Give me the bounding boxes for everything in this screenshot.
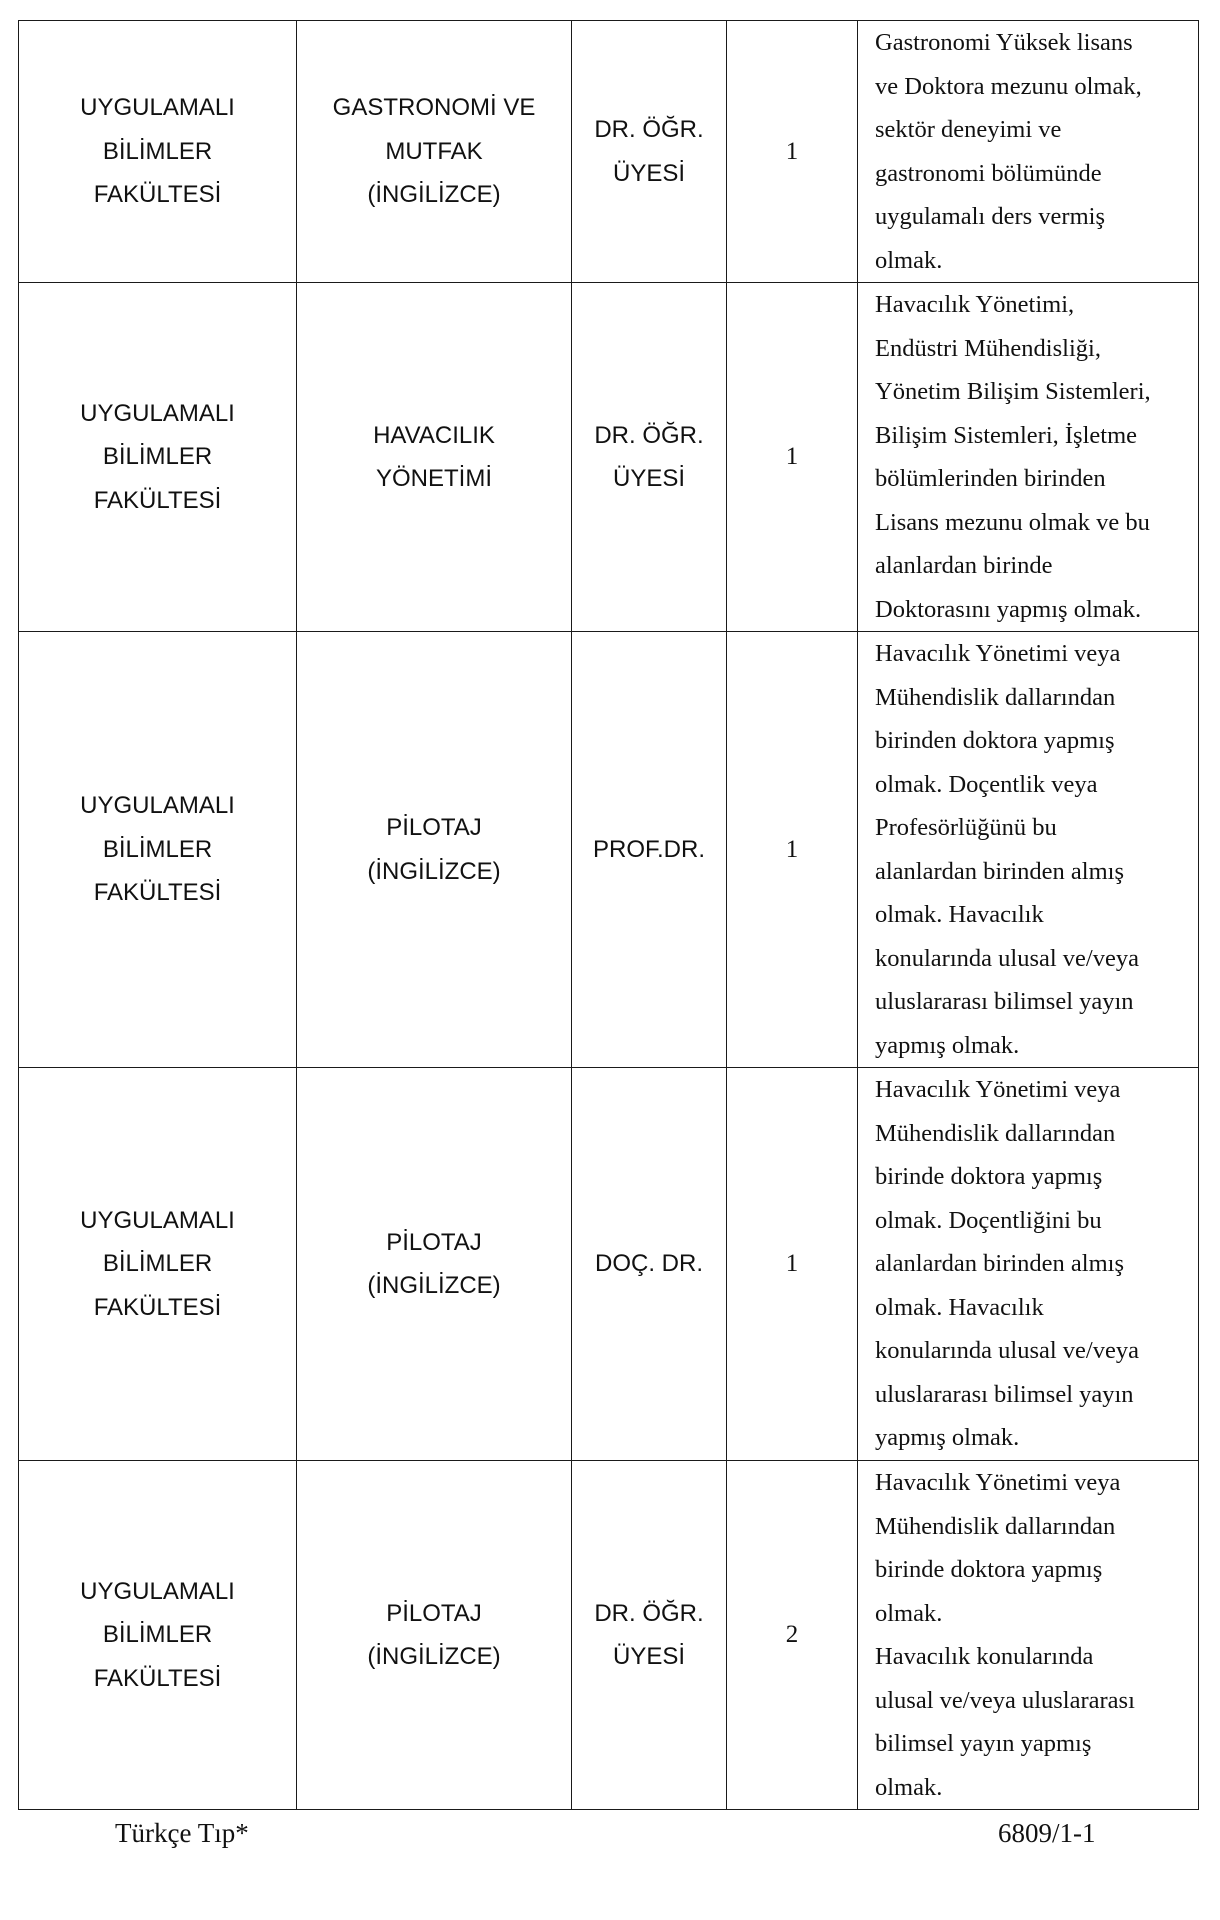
position-count-text: 1: [785, 1250, 799, 1277]
program-text: PİLOTAJ (İNGİLİZCE): [367, 814, 501, 885]
position-count-cell: [727, 1461, 858, 1810]
academic-title-cell: [572, 283, 727, 632]
table-row: [19, 1461, 1199, 1810]
position-count-cell: [727, 283, 858, 632]
footer-reference-number: 6809/1-1: [998, 1818, 1096, 1848]
program-cell: [297, 632, 572, 1068]
position-count-text: 1: [785, 835, 799, 863]
position-count-text: 2: [785, 1621, 799, 1648]
requirements-cell: [858, 283, 1199, 632]
requirements-text: Havacılık Yönetimi, Endüstri Mühendisliği, Yönetim Bilişim Sistemleri, Bilişim Sistemleri, İşletme bölümlerinden birinden Lisans mezunu olmak ve bu alanlardan birinde Doktorasını yapmış olmak.: [875, 291, 1151, 623]
program-text: GASTRONOMİ VE MUTFAK (İNGİLİZCE): [332, 94, 536, 209]
faculty-cell: [19, 632, 297, 1068]
position-count-text: 1: [785, 137, 799, 165]
position-count-text: 1: [785, 443, 799, 470]
position-count-cell: [727, 1068, 858, 1461]
faculty-cell: [19, 21, 297, 283]
program-text: PİLOTAJ (İNGİLİZCE): [367, 1228, 501, 1299]
academic-title-cell: [572, 21, 727, 283]
faculty-text: UYGULAMALI BİLİMLER FAKÜLTESİ: [80, 399, 235, 514]
academic-title-text: DR. ÖĞR. ÜYESİ: [594, 116, 704, 187]
requirements-text: Havacılık Yönetimi veya Mühendislik dallarından birinden doktora yapmış olmak. Doçentlik veya Profesörlüğünü bu alanlardan birinden almış olmak. Havacılık konularında ulusal ve/veya uluslararası bilimsel yayın yapmış olmak.: [875, 640, 1139, 1059]
requirements-cell: [858, 632, 1199, 1068]
faculty-text: UYGULAMALI BİLİMLER FAKÜLTESİ: [80, 792, 235, 907]
academic-title-text: DR. ÖĞR. ÜYESİ: [594, 421, 704, 492]
faculty-cell: [19, 283, 297, 632]
program-cell: [297, 21, 572, 283]
program-cell: [297, 1461, 572, 1810]
faculty-text: UYGULAMALI BİLİMLER FAKÜLTESİ: [80, 1206, 235, 1321]
academic-title-cell: [572, 632, 727, 1068]
position-count-cell: [727, 632, 858, 1068]
table-row: [19, 1068, 1199, 1461]
academic-title-text: DR. ÖĞR. ÜYESİ: [594, 1599, 704, 1670]
program-cell: [297, 283, 572, 632]
position-count-cell: [727, 21, 858, 283]
requirements-cell: [858, 1461, 1199, 1810]
faculty-text: UYGULAMALI BİLİMLER FAKÜLTESİ: [80, 1577, 235, 1692]
requirements-text: Havacılık Yönetimi veya Mühendislik dallarından birinde doktora yapmış olmak. Doçentliğini bu alanlardan birinden almış olmak. Havacılık konularında ulusal ve/veya uluslararası bilimsel yayın yapmış olmak.: [875, 1076, 1139, 1452]
academic-title-cell: [572, 1461, 727, 1810]
requirements-cell: [858, 21, 1199, 283]
program-cell: [297, 1068, 572, 1461]
academic-title-text: DOÇ. DR.: [595, 1250, 703, 1278]
academic-title-cell: [572, 1068, 727, 1461]
positions-table: [18, 20, 1199, 1810]
faculty-text: UYGULAMALI BİLİMLER FAKÜLTESİ: [80, 94, 235, 209]
table-row: [19, 283, 1199, 632]
requirements-text: Gastronomi Yüksek lisans ve Doktora mezunu olmak, sektör deneyimi ve gastronomi bölümünde uygulamalı ders vermiş olmak.: [875, 29, 1142, 274]
faculty-cell: [19, 1068, 297, 1461]
requirements-text: Havacılık Yönetimi veya Mühendislik dallarından birinde doktora yapmış olmak. Havacılık konularında ulusal ve/veya uluslararası bilimsel yayın yapmış olmak.: [875, 1469, 1135, 1801]
table-row: [19, 21, 1199, 283]
footer-note: Türkçe Tıp*: [115, 1818, 249, 1848]
faculty-cell: [19, 1461, 297, 1810]
program-text: PİLOTAJ (İNGİLİZCE): [367, 1599, 501, 1670]
academic-title-text: PROF.DR.: [592, 835, 705, 863]
requirements-cell: [858, 1068, 1199, 1461]
table-row: [19, 632, 1199, 1068]
program-text: HAVACILIK YÖNETİMİ: [373, 421, 495, 492]
